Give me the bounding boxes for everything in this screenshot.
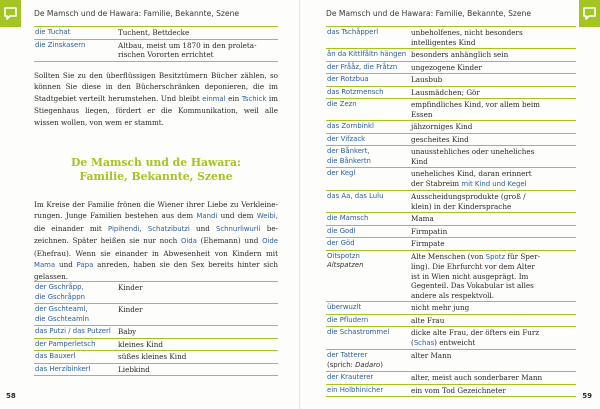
table-row <box>326 238 576 251</box>
term: die Pfludern <box>327 315 369 324</box>
term: die Zinskasern <box>35 40 86 49</box>
corner-tab <box>0 0 21 27</box>
page-number: 59 <box>582 392 592 400</box>
definition: süßes kleines Kind <box>118 352 187 361</box>
definition: Ausscheidungsprodukte (groß / klein) in der Kindersprache <box>411 192 526 211</box>
term: der Krauterer <box>327 373 374 381</box>
glossary-table-bottom <box>34 281 278 376</box>
term: der Vifzack <box>327 134 366 143</box>
definition: Alte Menschen (von Spotz für Sper- ling). Die Ehrfurcht vor dem Alter ist in Wien nicht ausgeprägt. Im Gegenteil. Das Vokabular ist alles andere als respektvoll. <box>411 251 541 300</box>
term: der Frååz, die Fråtzn <box>327 62 398 71</box>
table-row <box>326 26 576 49</box>
term: der Kegl <box>327 169 356 177</box>
definition: Firmpate <box>411 239 445 248</box>
table-row <box>326 146 576 168</box>
table-row <box>326 385 576 398</box>
definition: nicht mehr jung <box>411 303 470 312</box>
term-gloss: Altspatzen <box>327 261 364 269</box>
table-row <box>326 74 576 87</box>
term: ein Holbhinicher <box>327 385 384 394</box>
term: überwuzlt <box>327 303 362 311</box>
speech-bubble-icon <box>3 6 18 21</box>
term: das Herzibinkerl <box>35 364 91 373</box>
definition: Mama <box>411 214 434 223</box>
speech-bubble-icon <box>582 6 597 21</box>
term: der Rotzbua <box>327 75 369 83</box>
table-row <box>34 304 278 326</box>
definition: Baby <box>118 327 137 336</box>
glossary-table-top <box>34 26 278 62</box>
term: das Rotzmensch <box>327 87 384 96</box>
table-row <box>326 168 576 191</box>
table-row <box>34 326 278 339</box>
term: der Tatterer (sprich: Dadaro) <box>326 351 411 370</box>
glossary-table <box>326 26 576 397</box>
definition: alter, meist auch sonderbarer Mann <box>411 373 543 382</box>
table-row <box>326 134 576 147</box>
right-page <box>300 0 600 409</box>
definition: Kinder <box>118 283 143 292</box>
definition: kleines Kind <box>118 339 163 349</box>
definition: jähzorniges Kind <box>411 122 473 131</box>
term: der Gschråpp, die Gschråppn <box>35 283 85 301</box>
term: das Aa, das Lulu <box>327 192 384 200</box>
term: die Mamsch <box>327 214 369 222</box>
definition: empfindliches Kind, vor allem beim Essen <box>411 100 540 119</box>
table-row <box>326 121 576 134</box>
table-row <box>326 99 576 121</box>
definition: gescheites Kind <box>411 134 469 144</box>
term: der Göd <box>327 239 355 247</box>
term-gloss: (sprich: Dadaro) <box>327 360 383 369</box>
definition: alte Frau <box>411 315 445 325</box>
definition: unausstehliches oder uneheliches Kind <box>411 147 535 166</box>
definition: Liebkind <box>118 364 150 374</box>
term: die Zezn <box>327 100 357 108</box>
table-row <box>34 351 278 364</box>
table-row <box>326 251 576 303</box>
table-row <box>326 49 576 62</box>
table-row <box>326 62 576 75</box>
table-row <box>326 372 576 385</box>
table-row <box>326 226 576 239</box>
definition: Lausmädchen; Gör <box>411 87 480 97</box>
term: das Putzi / das Putzerl <box>35 327 111 335</box>
term: der Gschteaml, die Gschteamln <box>35 305 89 323</box>
table-row <box>326 191 576 213</box>
table-row <box>326 302 576 315</box>
term: das Tschåpperl <box>327 28 379 36</box>
table-row <box>34 26 278 40</box>
table-row <box>326 350 576 372</box>
table-row <box>34 281 278 304</box>
term: das Bauxerl <box>35 352 76 360</box>
definition: besonders anhänglich sein <box>411 50 509 59</box>
term: der Bånkert, die Bånkertn <box>327 147 371 165</box>
term: der Pamperletsch <box>35 339 96 348</box>
definition: Firmpatin <box>411 226 448 236</box>
running-head: De Mamsch und de Hawara: Familie, Bekannte, Szene <box>326 9 532 18</box>
page-number: 58 <box>6 392 16 400</box>
definition: Altbau, meist um 1870 in den proleta- rischen Vororten errichtet <box>118 40 257 59</box>
definition: uneheliches Kind, daran erinnert der Stabreim mit Kind und Kegel <box>411 169 532 188</box>
definition: unbeholfenes, nicht besonders intelligentes Kind <box>411 28 523 47</box>
term: die Tuchat <box>35 28 71 36</box>
definition: alter Mann <box>411 351 452 360</box>
term: Oitspotzn Altspatzen <box>326 252 411 301</box>
body-paragraph: Im Kreise der Familie frönen die Wiener ihrer Liebe zu Verkleine-rungen. Junge Familien bestehen aus dem Mandi und dem Weibi, die einander mit Pipihendi, Schatzibutzi und Schnurliwurli be-zeichnen. Später heißen sie nur noch Oida (Ehemann) und Oide (Ehefrau). Wenn sie einander in Abwesenheit von Kindern mit Mama und Papa anreden, haben sie den Sex bereits hinter sich gelassen. <box>34 200 279 282</box>
table-row <box>326 315 576 328</box>
body-paragraph: Sollten Sie zu den überflüssigen Besitztümern Bücher zählen, so können Sie diese in den Bücherschränken deponieren, die im Stadtgebiet verteilt herumstehen. Und bleibt einmal ein Tschick im Stiegenhaus liegen, fördert er die Kommunikation, weil alle wissen wollen, von wem er stammt. <box>34 71 278 127</box>
term: das Zornbinkl <box>327 122 374 130</box>
table-row <box>326 327 576 350</box>
definition: Tuchent, Bettdecke <box>118 28 190 37</box>
table-row <box>34 40 278 62</box>
corner-tab <box>579 0 600 27</box>
definition: Kinder <box>118 305 143 314</box>
definition: dicke alte Frau, der öfters ein Furz (Schas) entweicht <box>411 328 540 347</box>
section-heading: De Mamsch und de Hawara: Familie, Bekannte, Szene <box>71 156 241 183</box>
running-head: De Mamsch und de Hawara: Familie, Bekannte, Szene <box>34 9 240 18</box>
definition: ein vom Tod Gezeichneter <box>411 385 506 395</box>
table-row <box>326 87 576 100</box>
term: die Schastrommel <box>327 328 390 336</box>
term: ån da Kittlfåltn hängen <box>327 50 407 58</box>
table-row <box>326 213 576 226</box>
definition: ungezogene Kinder <box>411 62 482 72</box>
term: die Godl <box>327 226 356 235</box>
definition: Lausbub <box>411 75 443 84</box>
table-row <box>34 339 278 352</box>
table-row <box>34 364 278 377</box>
